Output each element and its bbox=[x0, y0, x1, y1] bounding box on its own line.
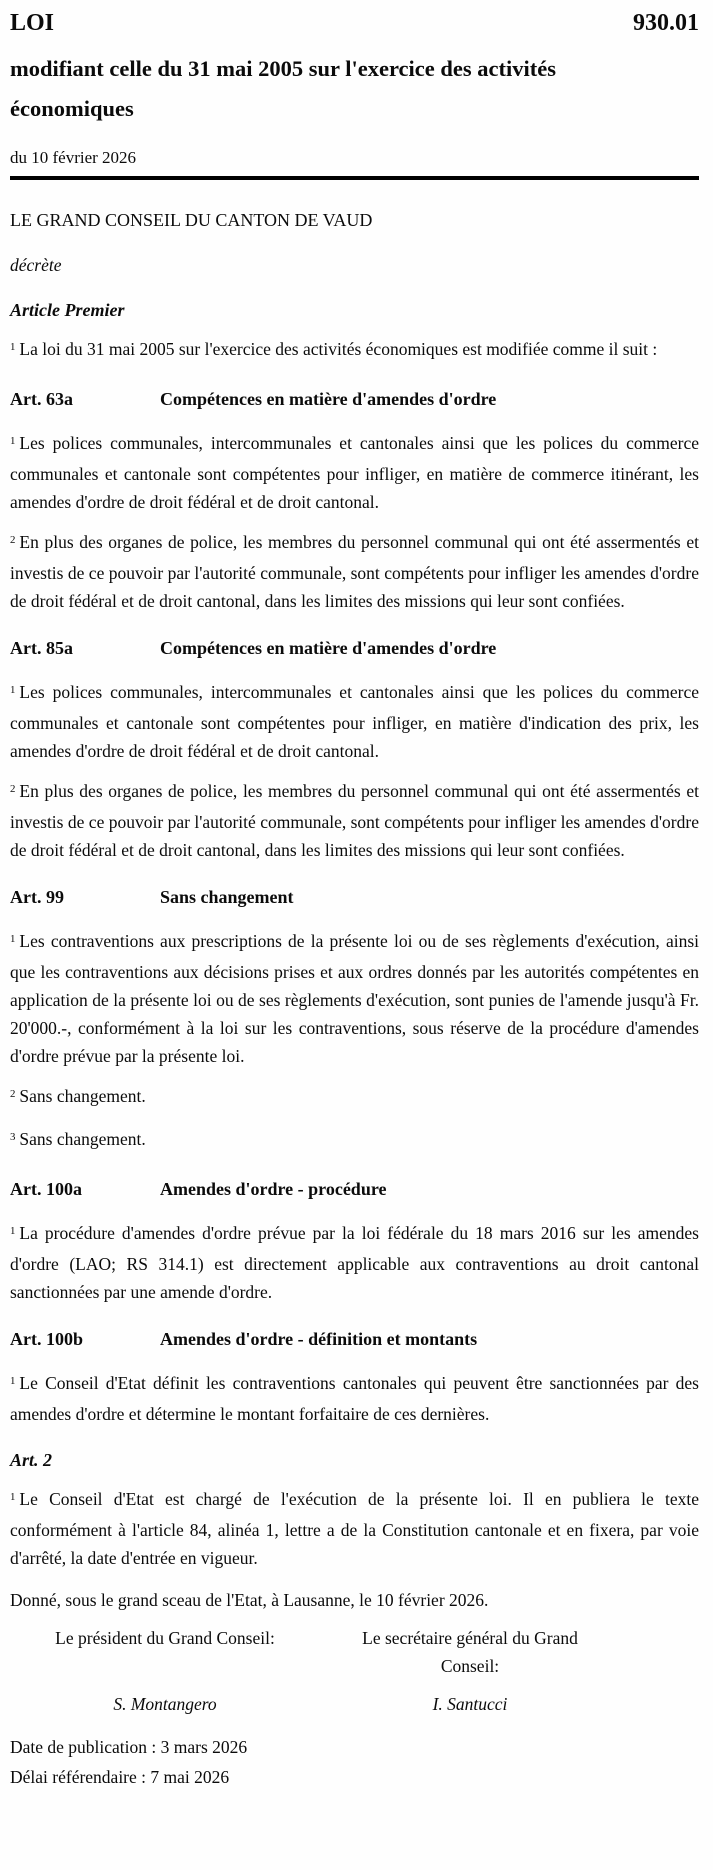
paragraph-text: En plus des organes de police, les membres du personnel communal qui ont été assermentés et investis de ce pouvoir par l'autorité communale, sont compétents pour infliger les amendes d'ordre de droit fédéral et de droit cantonal, dans les limites des missions qui leur sont confiées. bbox=[10, 532, 699, 611]
article-2-paragraph bbox=[10, 1485, 699, 1572]
article-paragraph bbox=[10, 528, 699, 615]
article-title: Compétences en matière d'amendes d'ordre bbox=[160, 638, 497, 658]
article-premier-paragraph bbox=[10, 335, 699, 366]
article-paragraph bbox=[10, 777, 699, 864]
article-2-label: Art. 2 bbox=[10, 1450, 53, 1470]
article-paragraph bbox=[10, 1369, 699, 1428]
paragraph-number-sup: 3 bbox=[10, 1131, 16, 1144]
doc-date-line: du 10 février 2026 bbox=[10, 148, 137, 167]
doc-type-label: LOI bbox=[10, 10, 55, 36]
article-paragraph bbox=[10, 1219, 699, 1306]
secretary-title: Le secrétaire général du Grand Conseil: bbox=[362, 1628, 578, 1676]
article-paragraph bbox=[10, 1082, 699, 1113]
decree-word: décrète bbox=[10, 255, 62, 275]
paragraph-text: La loi du 31 mai 2005 sur l'exercice des activités économiques est modifiée comme il suit : bbox=[19, 339, 658, 359]
paragraph-number-sup: 1 bbox=[10, 933, 16, 946]
article-number: Art. 85a bbox=[10, 638, 73, 658]
article-title: Sans changement bbox=[160, 887, 294, 907]
article-heading-85a bbox=[10, 637, 699, 660]
doc-code: 930.01 bbox=[633, 10, 699, 36]
secretary-name: I. Santucci bbox=[432, 1694, 508, 1714]
paragraph-text: Sans changement. bbox=[19, 1129, 146, 1149]
article-paragraph bbox=[10, 927, 699, 1070]
article-paragraph bbox=[10, 1125, 699, 1156]
paragraph-text: Le Conseil d'Etat est chargé de l'exécution de la présente loi. Il en publiera le texte conformément à l'article 84, alinéa 1, lettre a de la Constitution cantonale et en fixera, par voie d'arrêté, la date d'entrée en vigueur. bbox=[10, 1489, 699, 1568]
article-heading-100b bbox=[10, 1328, 699, 1351]
publication-date-line: Date de publication : 3 mars 2026 bbox=[10, 1737, 248, 1757]
article-title: Compétences en matière d'amendes d'ordre bbox=[160, 389, 497, 409]
paragraph-number-sup: 1 bbox=[10, 1375, 16, 1388]
article-number: Art. 100a bbox=[10, 1179, 82, 1199]
article-heading-99 bbox=[10, 886, 699, 909]
paragraph-text: Les polices communales, intercommunales et cantonales ainsi que les polices du commerce communales et cantonale sont compétentes pour infliger, en matière d'indication des prix, les amendes d'ordre de droit fédéral et de droit cantonal. bbox=[10, 682, 699, 761]
seal-line: Donné, sous le grand sceau de l'Etat, à Lausanne, le 10 février 2026. bbox=[10, 1590, 489, 1610]
signature-names-row bbox=[10, 1690, 699, 1718]
document-header bbox=[10, 10, 699, 37]
article-heading-63a bbox=[10, 388, 699, 411]
paragraph-number-sup: 1 bbox=[10, 684, 16, 697]
paragraph-text: La procédure d'amendes d'ordre prévue par la loi fédérale du 18 mars 2016 sur les amendes d'ordre (LAO; RS 314.1) est directement applicable aux contraventions au droit cantonal sanctionnées par une amende d'ordre. bbox=[10, 1223, 699, 1302]
doc-title: modifiant celle du 31 mai 2005 sur l'exercice des activités économiques bbox=[10, 56, 556, 121]
president-title: Le président du Grand Conseil: bbox=[55, 1628, 275, 1648]
paragraph-number-sup: 1 bbox=[10, 341, 16, 354]
article-paragraph bbox=[10, 678, 699, 765]
article-number: Art. 100b bbox=[10, 1329, 83, 1349]
paragraph-text: Le Conseil d'Etat définit les contraventions cantonales qui peuvent être sanctionnées par des amendes d'ordre et détermine le montant forfaitaire de ces dernières. bbox=[10, 1373, 699, 1424]
paragraph-number-sup: 2 bbox=[10, 783, 16, 796]
paragraph-text: Sans changement. bbox=[19, 1086, 146, 1106]
referendum-deadline-line: Délai référendaire : 7 mai 2026 bbox=[10, 1767, 230, 1787]
paragraph-text: En plus des organes de police, les membres du personnel communal qui ont été assermentés et investis de ce pouvoir par l'autorité communale, sont compétents pour infliger les amendes d'ordre de droit fédéral et de droit cantonal, dans les limites des missions qui leur sont confiées. bbox=[10, 781, 699, 860]
paragraph-number-sup: 2 bbox=[10, 534, 16, 547]
paragraph-number-sup: 2 bbox=[10, 1088, 16, 1101]
paragraph-text: Les contraventions aux prescriptions de la présente loi ou de ses règlements d'exécution, ainsi que les contraventions aux décisions prises et aux ordres donnés par les autorités compétentes en application de la présente loi ou de ses règlements d'exécution, sont punies de l'amende jusqu'à Fr. 20'000.-, conformément à la loi sur les contraventions, sous réserve de la procédure d'amendes d'ordre prévue par la présente loi. bbox=[10, 931, 699, 1066]
article-premier-label: Article Premier bbox=[10, 300, 125, 320]
paragraph-text: Les polices communales, intercommunales et cantonales ainsi que les polices du commerce communales et cantonale sont compétentes pour infliger, en matière de commerce itinérant, les amendes d'ordre de droit fédéral et de droit cantonal. bbox=[10, 433, 699, 512]
paragraph-number-sup: 1 bbox=[10, 1225, 16, 1238]
header-divider-rule bbox=[10, 176, 699, 180]
article-number: Art. 99 bbox=[10, 887, 64, 907]
publication-footer bbox=[10, 1732, 699, 1792]
article-number: Art. 63a bbox=[10, 389, 73, 409]
article-title: Amendes d'ordre - définition et montants bbox=[160, 1329, 478, 1349]
paragraph-number-sup: 1 bbox=[10, 435, 16, 448]
article-title: Amendes d'ordre - procédure bbox=[160, 1179, 387, 1199]
article-paragraph bbox=[10, 429, 699, 516]
paragraph-number-sup: 1 bbox=[10, 1491, 16, 1504]
article-heading-100a bbox=[10, 1178, 699, 1201]
president-name: S. Montangero bbox=[113, 1694, 217, 1714]
signature-titles-row bbox=[10, 1624, 699, 1680]
authority-line: LE GRAND CONSEIL DU CANTON DE VAUD bbox=[10, 210, 373, 230]
